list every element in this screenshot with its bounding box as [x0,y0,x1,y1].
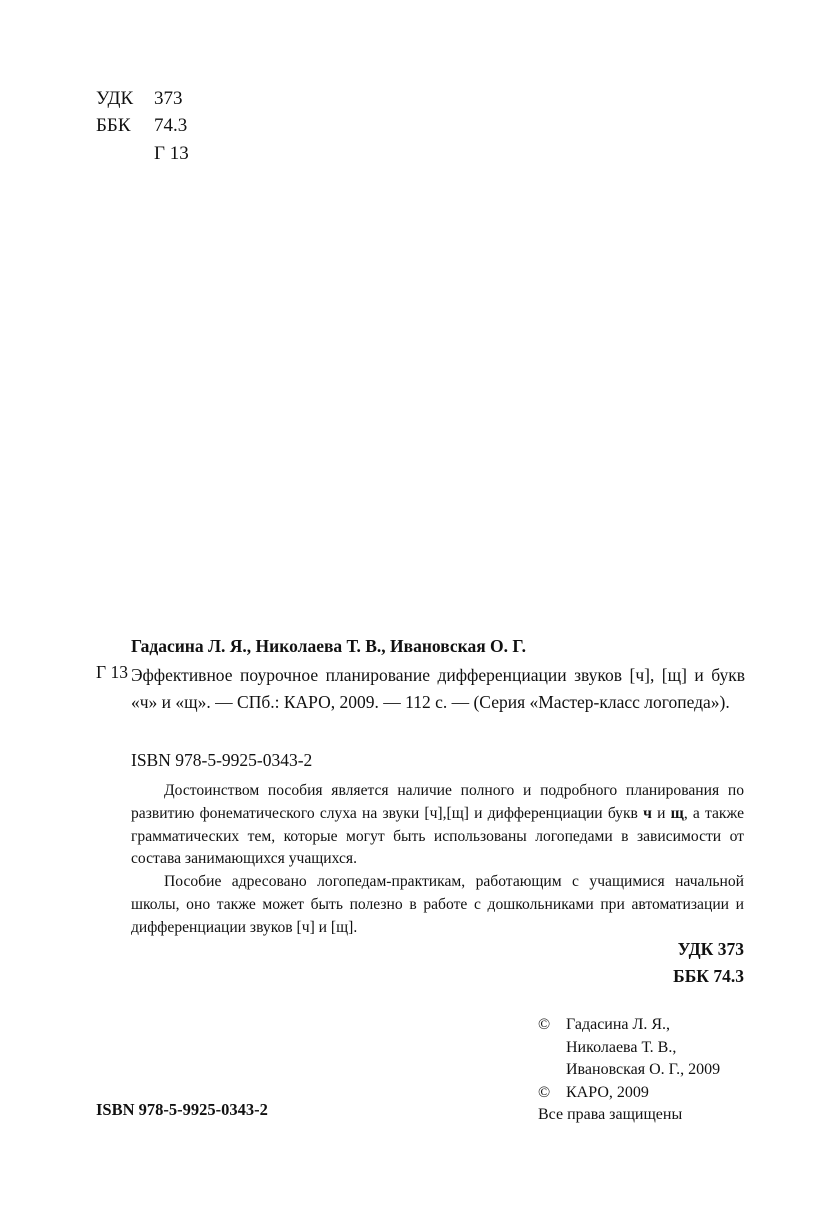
bbk-value: 74.3 [154,115,188,136]
author-mark-left: Г 13 [96,662,128,682]
annotation [131,780,744,940]
bibliographic-description: Эффективное поурочное планирование дифференциации звуков [ч], [щ] и букв «ч» и «щ». — СПб.: КАРО, 2009. — 112 с. — (Серия «Мастер-класс логопеда»). [131,665,745,712]
copyright-icon: © [538,1083,551,1101]
isbn-bottom: ISBN 978-5-9925-0343-2 [96,1100,268,1119]
annotation-paragraph-1: Достоинством пособия является наличие полного и подробного планирования по развитию фонематического слуха на звуки [ч],[щ] и дифференциации букв ч и щ, а также грамматических тем, которые могут быть использованы логопедами в зависимости от состава занимающихся учащихся. [131,782,745,868]
copyright-block [538,1014,720,1127]
copyright-authors-2: Николаева Т. В., [566,1038,677,1056]
bbk-bottom: ББК 74.3 [673,966,744,986]
author-mark-row [96,140,189,167]
copyright-authors-1: Гадасина Л. Я., [566,1016,671,1033]
udk-label: УДК [96,88,134,109]
author-mark: Г 13 [154,143,189,164]
copyright-publisher: КАРО, 2009 [566,1083,649,1101]
udk-bbk-block [673,936,744,990]
rights-reserved: Все права защищены [538,1106,683,1123]
annotation-paragraph-2: Пособие адресовано логопедам-практикам, работающим с учащимися начальной школы, оно также может быть полезно в работе с дошкольниками при автоматизации и дифференциации звуков [ч] и [щ]. [131,873,744,936]
udk-bottom: УДК 373 [677,939,744,959]
udk-value: 373 [154,88,183,109]
copyright-icon: © [538,1016,551,1033]
udk-row [96,85,183,112]
bbk-row [96,112,187,139]
copyright-authors-3: Ивановская О. Г., 2009 [566,1061,721,1078]
isbn-line: ISBN 978-5-9925-0343-2 [131,750,313,770]
bbk-label: ББК [96,115,131,136]
authors-heading: Гадасина Л. Я., Николаева Т. В., Ивановская О. Г. [131,636,526,656]
